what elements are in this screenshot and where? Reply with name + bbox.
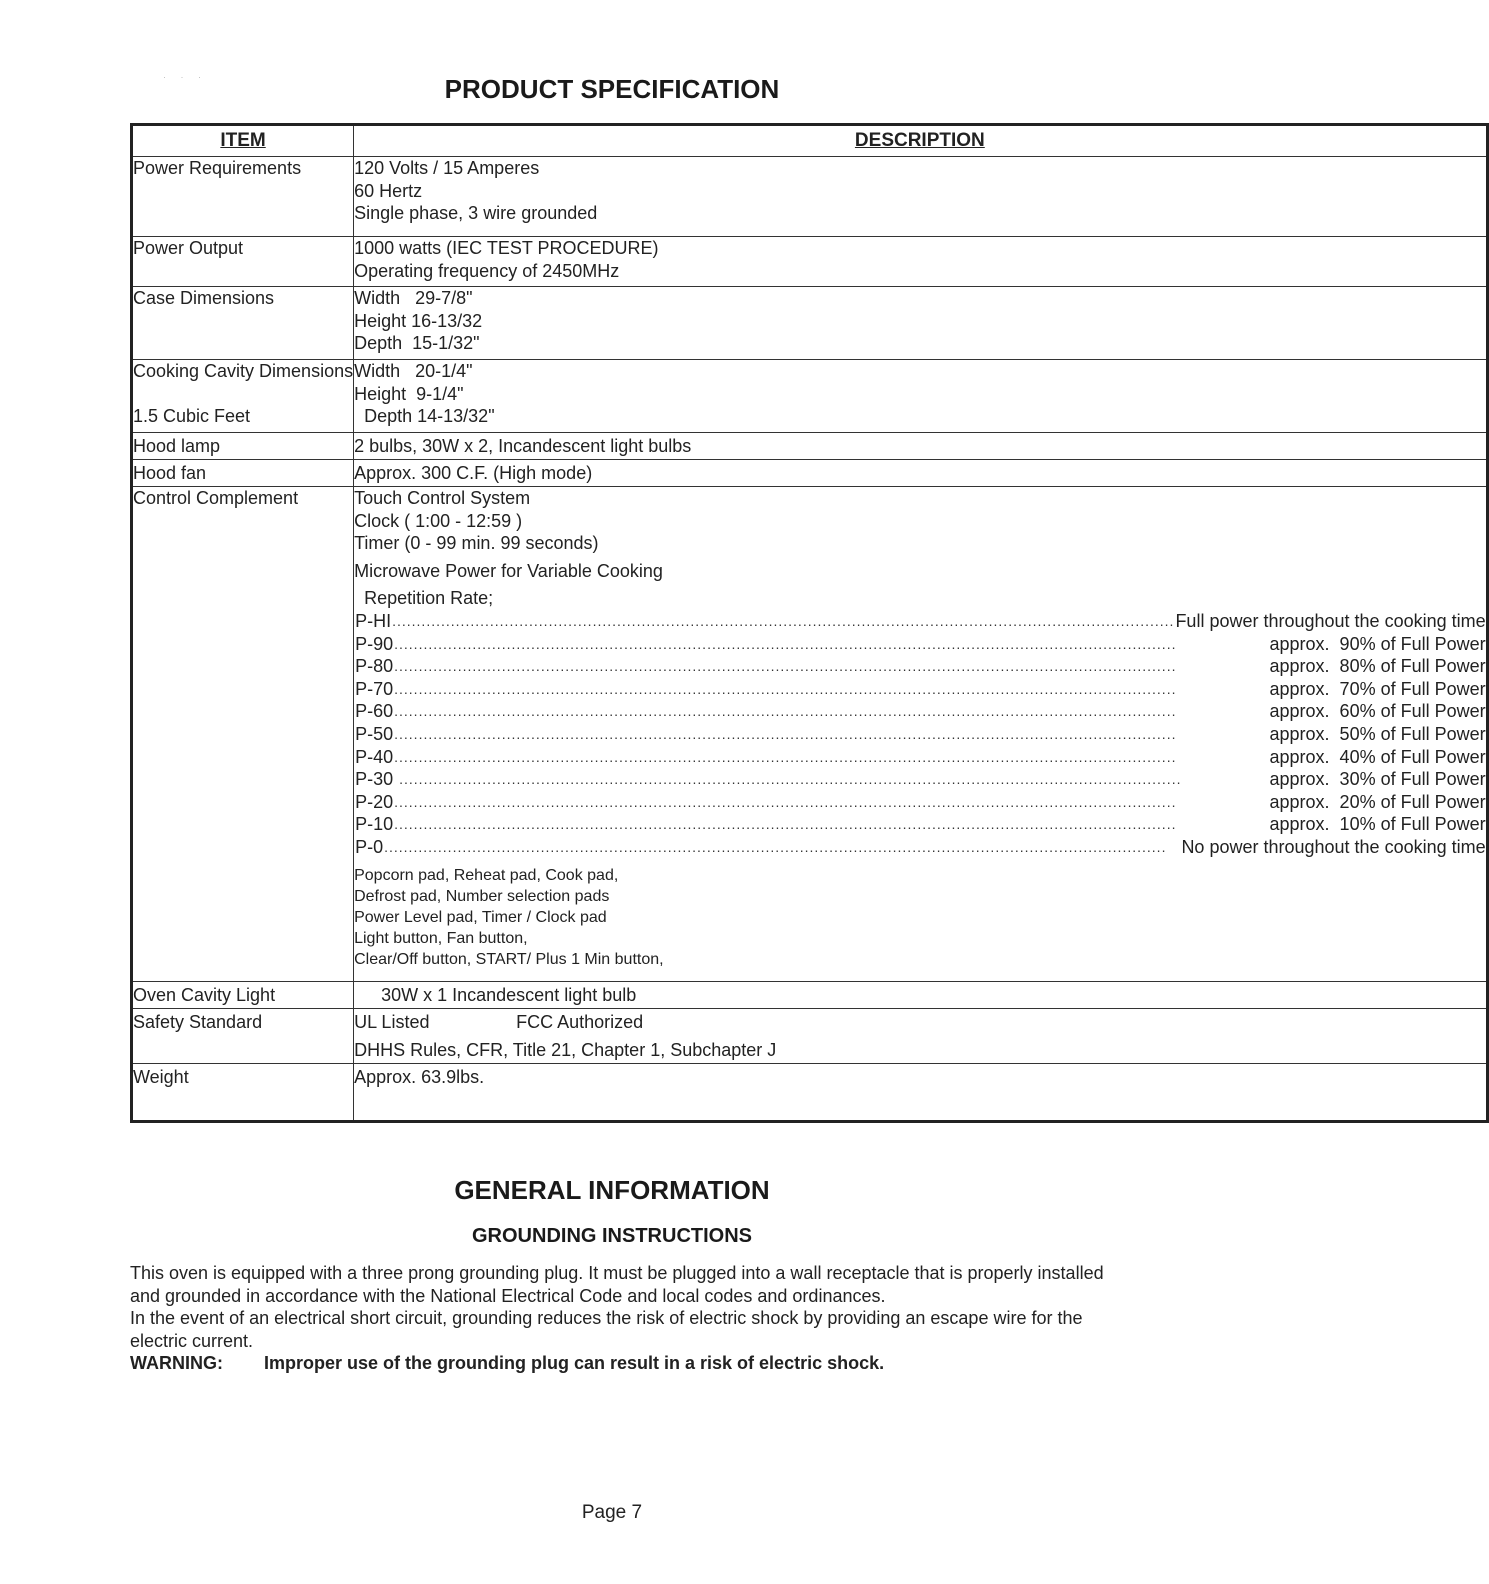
power-level-value: approx. 90% of Full Power [1269,633,1486,654]
table-row [132,982,1488,1009]
power-level-name: P-40 [355,746,394,767]
dot-leader: ................................................................................................................................................................ [394,816,1177,833]
power-level-row [354,655,1486,678]
warning-text: Improper use of the grounding plug can result in a risk of electric shock. [264,1353,885,1374]
item-hood-lamp: Hood lamp [132,433,354,460]
pad-line: Light button, Fan button, [354,929,528,947]
power-level-name: P-50 [355,723,394,744]
dhhs-rules: DHHS Rules, CFR, Title 21, Chapter 1, Subchapter J [354,1039,777,1060]
desc-safety-standard [354,1009,1488,1064]
grounding-instructions-heading: GROUNDING INSTRUCTIONS [472,1225,752,1247]
item-control-complement: Control Complement [132,487,354,982]
item-case-dimensions: Case Dimensions [132,287,354,360]
power-level-row [354,836,1486,859]
power-level-name: P-30 [355,769,399,790]
general-information-heading: GENERAL INFORMATION [454,1175,770,1205]
desc-hood-lamp: 2 bulbs, 30W x 2, Incandescent light bulbs [354,433,1488,460]
item-hood-fan: Hood fan [132,460,354,487]
dot-leader: ................................................................................................................................................................ [394,635,1177,652]
power-level-value: approx. 70% of Full Power [1269,678,1486,699]
pad-line: Power Level pad, Timer / Clock pad [354,908,607,926]
power-level-value: approx. 60% of Full Power [1269,701,1486,722]
power-level-name: P-10 [355,814,394,835]
dot-leader: ................................................................................................................................................................ [394,658,1177,675]
dot-leader: ................................................................................................................................................................ [384,838,1167,855]
item-oven-cavity-light: Oven Cavity Light [132,982,354,1009]
desc-hood-fan: Approx. 300 C.F. (High mode) [354,460,1488,487]
item-safety-standard: Safety Standard [132,1009,354,1064]
power-level-value: Full power throughout the cooking time [1175,610,1486,631]
power-level-name: P-70 [355,678,394,699]
desc-oven-cavity-light: 30W x 1 Incandescent light bulb [354,982,1488,1009]
power-level-value: approx. 20% of Full Power [1269,791,1486,812]
dot-leader: ................................................................................................................................................................ [392,612,1175,629]
power-level-name: P-60 [355,701,394,722]
pad-line: Clear/Off button, START/ Plus 1 Min button, [354,950,664,968]
desc-control-complement: Touch Control System Clock ( 1:00 - 12:59 ) Timer (0 - 99 min. 99 seconds) Microwave Power for Variable Cooking Repetition Rate; P-HI ................................................................................................................................................................ Full power throughout the cooking time P-90 ................................................................................................................................................................ approx. 90% of Full Power P-80 ................................................................................................................................................................ approx. 80% of Full Power P-70 ................................................................................................................................................................ approx. 70% of Full Power P-60 ................................................................................................................................................................ approx. 60% of Full Power P-50 ................................................................................................................................................................ approx. 50% of Full Power P-40 ................................................................................................................................................................ approx. 40% of Full Power P-30 ................................................................................................................................................................ approx. 30% of Full Power P-20 ................................................................................................................................................................ approx. 20% of Full Power P-10 ................................................................................................................................................................ approx. 10% of Full Power P-0 ................................................................................................................................................................ No power throughout the cooking time Popcorn pad, Reheat pad, Cook pad, Defrost pad, Number selection pads Power Level pad, Timer / Clock pad Light button, Fan button, Clear/Off button, START/ Plus 1 Min button, [354,487,1488,982]
desc-cavity-dimensions: Width 20-1/4" Height 9-1/4" Depth 14-13/32" [354,360,1488,433]
power-level-row [354,723,1486,746]
table-row [132,1009,1488,1064]
page-number: Page 7 [581,1502,643,1523]
power-level-row [354,791,1486,814]
warning-label: WARNING: [130,1353,223,1374]
grounding-paragraph-1: This oven is equipped with a three prong grounding plug. It must be plugged into a wall receptacle that is properly installed and grounded in accordance with the National Electrical Code and local codes and ordinances. [130,1263,1104,1306]
power-level-name: P-80 [355,656,394,677]
dot-leader: ................................................................................................................................................................ [394,748,1177,765]
table-row [132,433,1488,460]
power-level-name: P-HI [355,610,392,631]
power-level-value: approx. 30% of Full Power [1269,769,1486,790]
table-row [132,487,1488,982]
pad-line: Defrost pad, Number selection pads [354,887,610,905]
power-level-value: approx. 50% of Full Power [1269,723,1486,744]
power-level-value: No power throughout the cooking time [1181,836,1486,857]
table-row [132,237,1488,287]
item-power-requirements: Power Requirements [132,157,354,237]
power-level-name: P-0 [355,836,384,857]
power-level-value: approx. 80% of Full Power [1269,656,1486,677]
fcc-authorized: FCC Authorized [516,1012,644,1032]
power-level-list [354,610,1486,859]
desc-power-requirements: 120 Volts / 15 Amperes 60 Hertz Single phase, 3 wire grounded [354,157,1488,237]
desc-weight: Approx. 63.9lbs. [354,1064,1488,1122]
power-level-row [354,633,1486,656]
dot-leader: ................................................................................................................................................................ [394,725,1177,742]
header-item: ITEM [132,125,354,157]
table-row [132,1064,1488,1122]
grounding-paragraph-2: In the event of an electrical short circuit, grounding reduces the risk of electric shock by providing an escape wire for the electric current. [130,1308,1083,1351]
power-level-row [354,813,1486,836]
scan-artifact: · · · [163,72,207,82]
dot-leader: ................................................................................................................................................................ [394,793,1177,810]
ul-listed: UL Listed [354,1012,430,1032]
power-level-value: approx. 10% of Full Power [1269,814,1486,835]
power-level-row [354,768,1486,791]
item-weight: Weight [132,1064,354,1122]
warning-line [130,1352,1125,1375]
table-row [132,360,1488,433]
power-level-row [354,700,1486,723]
header-description: DESCRIPTION [354,125,1488,157]
page-title: PRODUCT SPECIFICATION [444,74,780,104]
power-level-row [354,678,1486,701]
dot-leader: ................................................................................................................................................................ [394,680,1177,697]
power-level-name: P-90 [355,633,394,654]
table-header-row [132,125,1488,157]
desc-case-dimensions: Width 29-7/8" Height 16-13/32 Depth 15-1/32" [354,287,1488,360]
spec-table [130,123,1489,1123]
desc-power-output: 1000 watts (IEC TEST PROCEDURE) Operating frequency of 2450MHz [354,237,1488,287]
power-level-name: P-20 [355,791,394,812]
power-level-row [354,746,1486,769]
power-level-value: approx. 40% of Full Power [1269,746,1486,767]
power-level-row [354,610,1486,633]
pad-line: Popcorn pad, Reheat pad, Cook pad, [354,866,619,884]
table-row [132,157,1488,237]
table-row [132,460,1488,487]
dot-leader: ................................................................................................................................................................ [394,703,1177,720]
dot-leader: ................................................................................................................................................................ [399,771,1182,788]
item-power-output: Power Output [132,237,354,287]
table-row [132,287,1488,360]
item-cavity-dimensions: Cooking Cavity Dimensions 1.5 Cubic Feet [132,360,354,433]
grounding-text [130,1262,1125,1375]
